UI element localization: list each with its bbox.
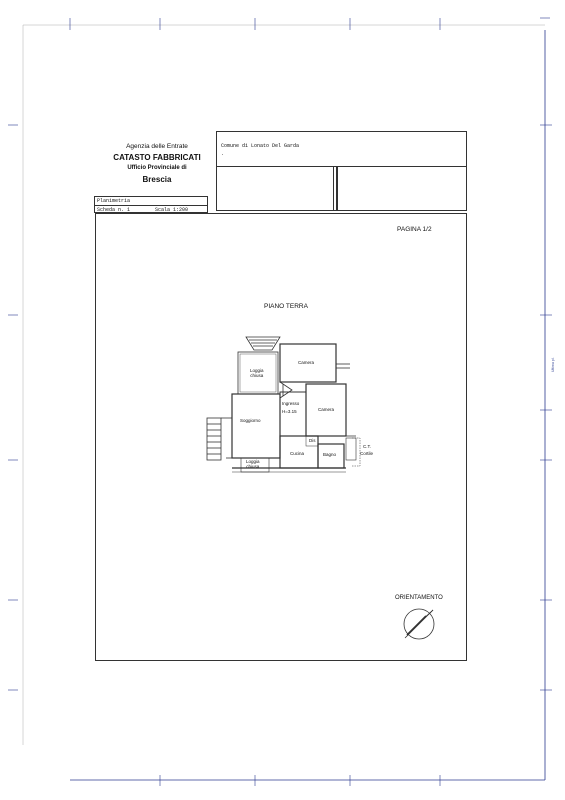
provincia-name: Brescia [142,175,172,184]
side-note: Ultima pl. [551,357,555,372]
room-ct: C.T. [363,444,372,449]
room-camera-1: Camera [298,360,315,365]
floor-title: PIANO TERRA [264,303,308,310]
page-number: PAGINA 1/2 [397,226,432,233]
catasto-title: CATASTO FABBRICATI [113,153,201,162]
room-ingresso: Ingresso [282,401,300,406]
room-camera-2: Camera [318,407,335,412]
room-loggia-top: Loggia chiusa [250,368,264,378]
room-bagno: Bagno [323,452,337,457]
agency-name: Agenzia delle Entrate [126,143,188,150]
room-cortile: Cortile [360,451,374,456]
comune-label: Comune di Lonato Del Garda [221,143,300,149]
room-soggiorno: Soggiorno [240,418,261,423]
planimetria-title: Planimetria [97,198,131,204]
room-altezza: H=3.15 [282,409,297,414]
room-dis: Dis [309,438,316,443]
scale-label: Scala 1:200 [155,207,189,213]
ufficio-label: Ufficio Provinciale di [127,165,187,171]
room-cucina: Cucina [290,451,305,456]
compass-icon [404,609,434,639]
room-loggia-bottom: Loggia chiusa [246,459,260,469]
scheda-number: Scheda n. 1 [97,207,131,213]
info-marker: . [221,151,225,157]
orientation-label: ORIENTAMENTO [395,595,443,601]
